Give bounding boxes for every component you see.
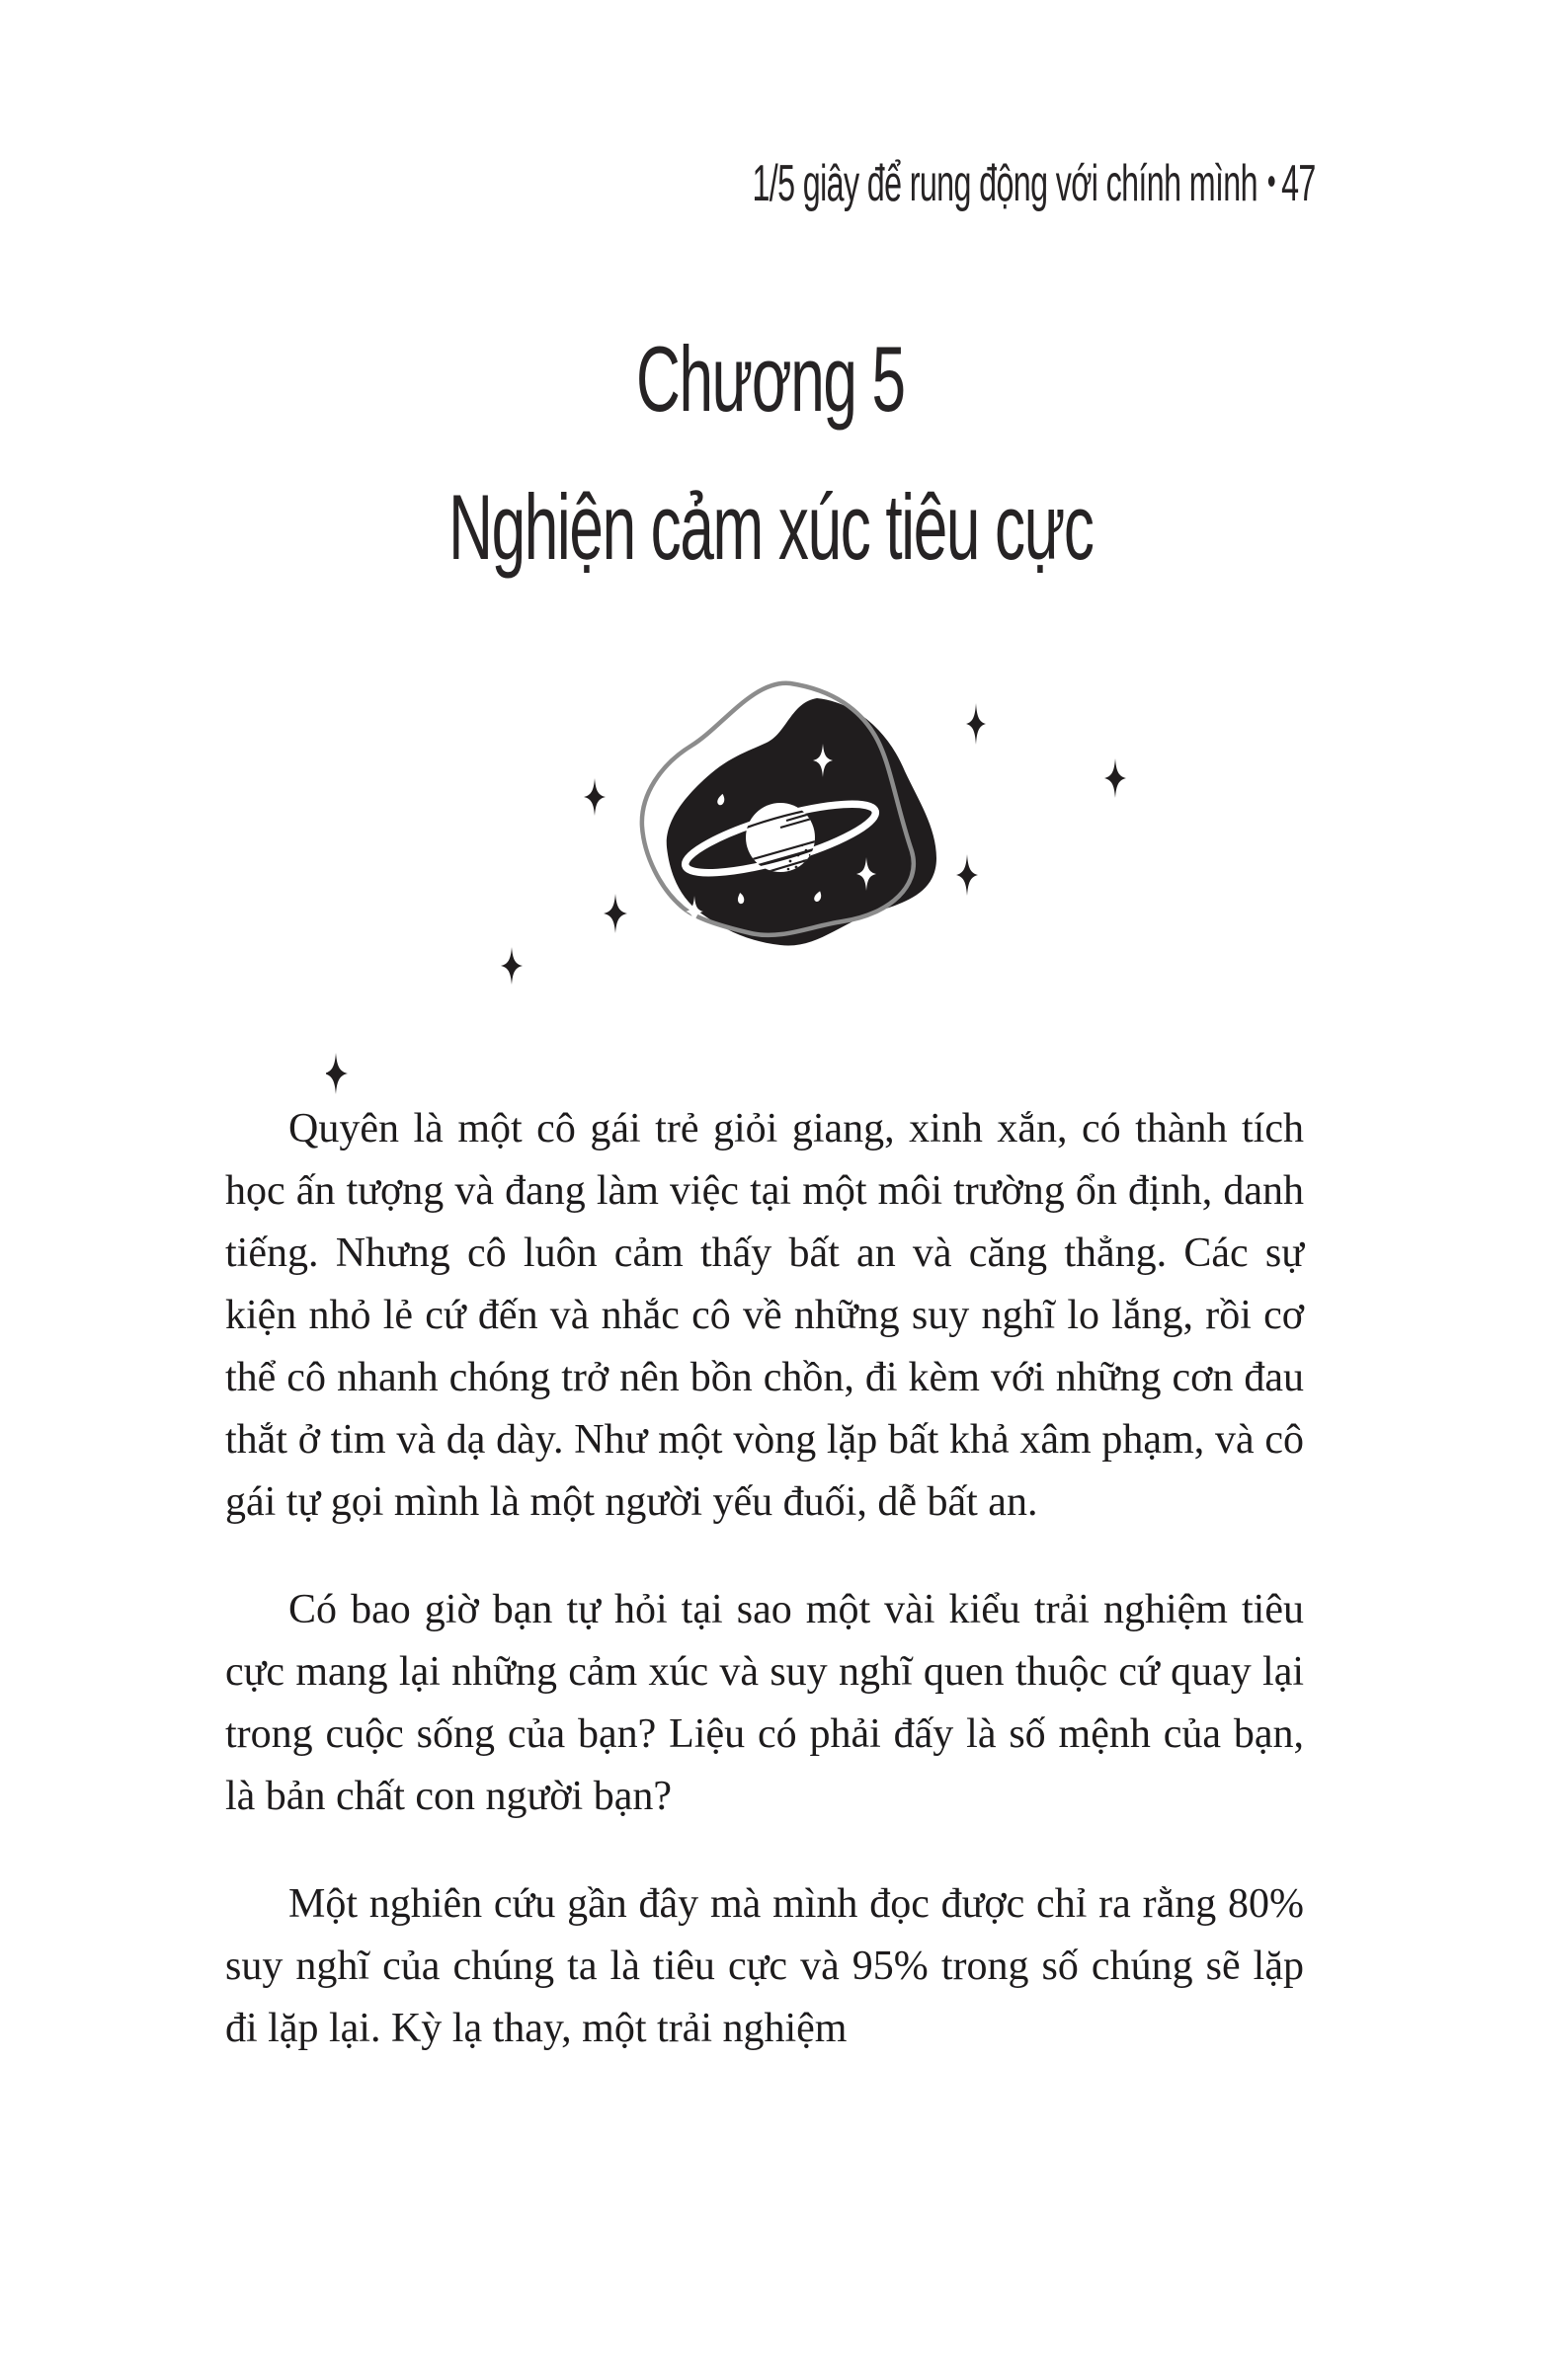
page-header (407, 154, 1316, 213)
paragraph: Có bao giờ bạn tự hỏi tại sao một vài kiểu trải nghiệm tiêu cực mang lại những cảm xúc và suy nghĩ quen thuộc cứ quay lại trong cuộc sống của bạn? Liệu có phải đấy là số mệnh của bạn, là bản chất con người bạn? (225, 1587, 1304, 1819)
sparkle-star-icon (584, 778, 606, 816)
chapter-title: Nghiện cảm xúc tiêu cực (447, 475, 1094, 579)
paragraph: Quyên là một cô gái trẻ giỏi giang, xinh xắn, có thành tích học ấn tượng và đang làm việc tại một môi trường ổn định, danh tiếng. Nhưng cô luôn cảm thấy bất an và căng thẳng. Các sự kiện nhỏ lẻ cứ đến và nhắc cô về những suy nghĩ lo lắng, rồi cơ thể cô nhanh chóng trở nên bồn chồn, đi kèm với những cơn đau thắt ở tim và dạ dày. Như một vòng lặp bất khả xâm phạm, và cô gái tự gọi mình là một người yếu đuối, dễ bất an. (225, 1106, 1304, 1525)
paragraph: Một nghiên cứu gần đây mà mình đọc được chỉ ra rằng 80% suy nghĩ của chúng ta là tiêu cực và 95% trong số chúng sẽ lặp đi lặp lại. Kỳ lạ thay, một trải nghiệm (225, 1881, 1304, 2051)
sparkle-star-icon (1104, 758, 1126, 798)
sparkle-star-icon (604, 894, 627, 933)
body-text (225, 1098, 1304, 2105)
running-title: 1/5 giây để rung động với chính mình (752, 155, 1258, 212)
chapter-label: Chương 5 (636, 327, 905, 431)
sparkle-star-icon (966, 703, 986, 745)
sparkle-star-icon (956, 854, 978, 896)
sparkle-star-icon (501, 947, 523, 985)
bullet-separator: • (1267, 160, 1276, 203)
sparkle-star-icon (326, 1053, 348, 1094)
page-number: 47 (1281, 155, 1316, 212)
saturn-space-illustration (326, 593, 1195, 1096)
